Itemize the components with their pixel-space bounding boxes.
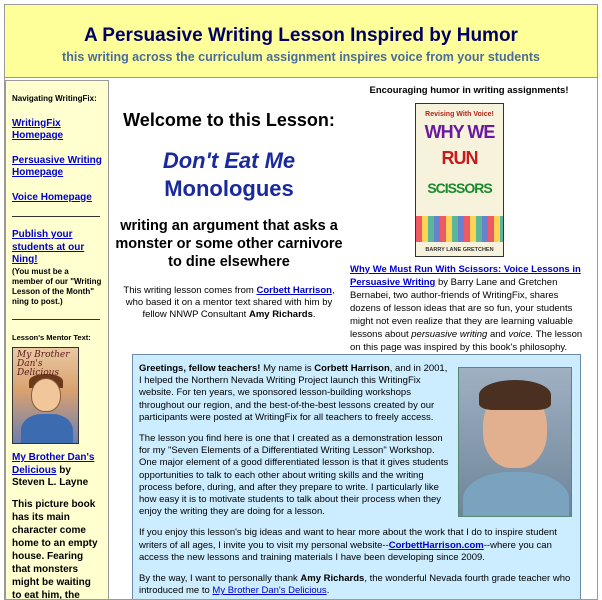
resource-panel — [350, 84, 588, 353]
page-title: A Persuasive Writing Lesson Inspired by Humor — [84, 25, 518, 46]
bio-paragraph: The lesson you find here is one that I created as a demonstration lesson for my "Seven Elements of a Differentiated Writing Lesson" Workshop. One major element of a good differentiated lesson is that it gives students opportunities to talk to each other about writing skills and the writing process before, during, and after they prepare to write. I particularly like how easy it is to motivate students to talk about their process when they enjoy the writing they are doing for a lesson. — [139, 433, 449, 518]
cover-tagline: Revising With Voice! — [425, 111, 494, 118]
bio-text: If you enjoy this lesson's big ideas and want to hear more about the work that I do to inspire student writers of all ages, I invite you to visit my personal website-- — [139, 527, 557, 551]
nav-link-voice-homepage[interactable]: Voice Homepage — [12, 191, 92, 203]
credit-text: , who based it on a mentor text shared with him by fellow NNWP Consultant — [125, 285, 335, 320]
nav-link-writingfix-homepage[interactable]: WritingFix Homepage — [12, 117, 64, 141]
header-banner — [5, 5, 597, 78]
ning-note: (You must be a member of our "Writing Lesson of the Month" ning to post.) — [12, 266, 102, 306]
resource-book-cover[interactable] — [415, 103, 504, 257]
nav-heading: Navigating WritingFix: — [12, 94, 97, 103]
lesson-title — [112, 147, 346, 203]
credit-name: Amy Richards — [248, 309, 313, 320]
lesson-title-line2: Monologues — [164, 176, 294, 201]
bio-paragraph — [139, 527, 574, 564]
resource-book-caption — [350, 263, 588, 354]
ning-link[interactable]: Publish your students at our Ning! — [12, 229, 85, 265]
photo-hair — [479, 380, 551, 410]
author-link[interactable]: Corbett Harrison — [256, 285, 332, 296]
lesson-credit — [112, 285, 346, 321]
cover-line-why: WHY WE — [424, 122, 495, 142]
caption-text: The lesson on this page was inspired by this book's philosophy. — [350, 329, 583, 353]
nav-link-persuasive-writing-homepage[interactable]: Persuasive Writing Homepage — [12, 154, 102, 178]
bio-text: My name is — [260, 363, 315, 374]
bio-author-name: Corbett Harrison — [314, 363, 390, 374]
bio-text: By the way, I want to personally thank — [139, 573, 301, 585]
lesson-intro — [112, 84, 346, 336]
mentor-text-heading: Lesson's Mentor Text: — [12, 332, 91, 342]
caption-text: and — [487, 329, 509, 340]
resource-heading: Encouraging humor in writing assignments! — [369, 85, 569, 96]
mentor-book-description: This picture book has its main character come home to an empty house. Fearing that monsters might be waiting to eat him, the — [12, 498, 98, 600]
lesson-title-line1: Don't Eat Me — [162, 148, 296, 173]
cover-illustration — [416, 216, 503, 242]
cover-line-run: RUN — [441, 148, 478, 168]
mentor-book-link-inline[interactable]: My Brother Dan's Delicious — [212, 585, 327, 597]
mentor-book-author: by Steven L. Layne — [12, 464, 89, 488]
thanks-name: Amy Richards — [300, 573, 365, 585]
credit-text: This writing lesson comes from — [123, 285, 257, 296]
cover-face — [31, 378, 61, 412]
bio-text: . — [326, 585, 330, 597]
personal-website-link[interactable]: CorbettHarrison.com — [388, 539, 484, 551]
page-subtitle: this writing across the curriculum assignment inspires voice from your students — [62, 50, 540, 64]
mentor-book-caption — [12, 452, 102, 490]
cover-shirt — [21, 414, 73, 444]
credit-text: . — [312, 309, 316, 320]
caption-text: by Barry Lane and Gretchen Bernabei, two author-friends of WritingFix, shares dozens of lesson ideas that are so fun, your students might not even realize that they are learning valuable lessons about — [350, 277, 573, 340]
photo-shirt — [463, 472, 569, 517]
bio-text: --where you can access the new lessons and training materials I have been developing since 2009. — [139, 539, 552, 563]
bio-paragraph — [139, 573, 574, 597]
bio-text: , and in 2001, I helped the Northern Nevada Writing Project launch this WritingFix website. For ten years, we sponsored lesson-building workshops throughout our region, and the best-of-the-best lessons created by our participants were posted at WritingFix for all teachers to freely access. — [139, 363, 448, 423]
mentor-book-cover[interactable] — [12, 347, 79, 444]
cover-title: My Brother Dan's Delicious — [17, 350, 70, 378]
welcome-heading: Welcome to this Lesson: — [123, 110, 335, 130]
caption-emphasis: persuasive writing — [411, 329, 488, 340]
lesson-description: writing an argument that asks a monster or some other carnivore to dine elsewhere — [115, 218, 343, 270]
cover-authors: BARRY LANE GRETCHEN — [425, 247, 494, 253]
page-frame — [4, 4, 598, 600]
author-photo — [458, 367, 572, 517]
cover-line-scissors: SCISSORS — [427, 180, 492, 196]
greeting: Greetings, fellow teachers! — [139, 363, 261, 374]
resource-book-link[interactable]: Why We Must Run With Scissors: Voice Lessons in Persuasive Writing — [350, 264, 581, 288]
bio-text: , the wonderful Nevada fourth grade teacher who introduced me to — [139, 573, 571, 597]
left-sidebar — [5, 80, 109, 600]
mentor-book-link[interactable]: My Brother Dan's Delicious — [12, 452, 95, 476]
divider — [12, 319, 100, 320]
divider — [12, 216, 100, 217]
caption-emphasis: voice. — [508, 329, 534, 340]
author-bio-box — [132, 354, 581, 600]
